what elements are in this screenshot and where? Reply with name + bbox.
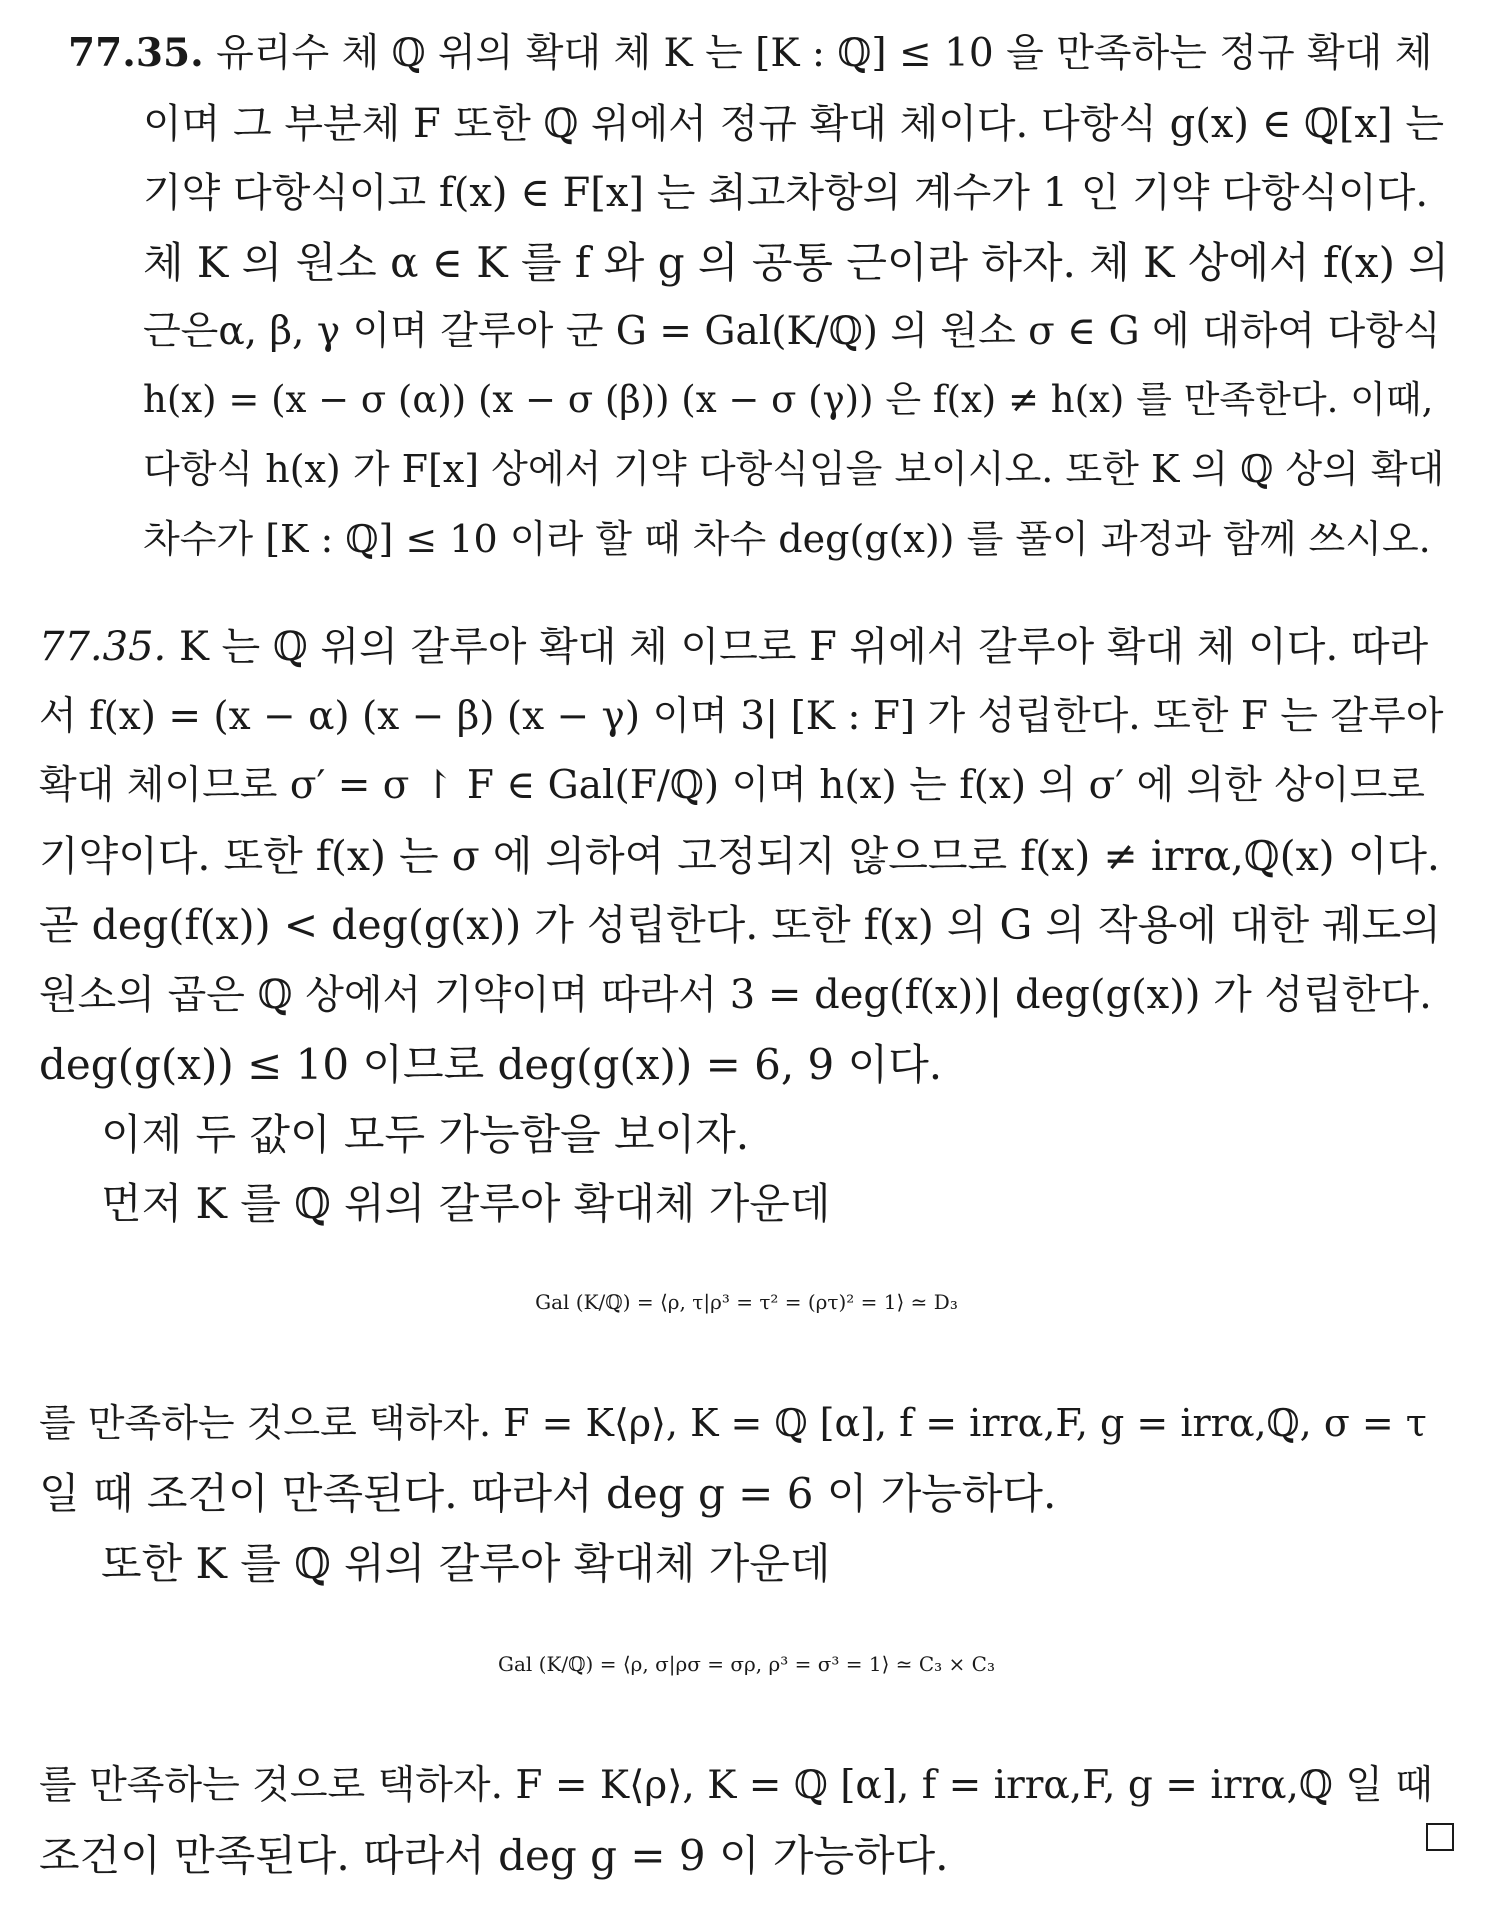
problem-line-7: 다항식 h(x) 가 F[x] 상에서 기약 다항식임을 보이시오. 또한 K 의 ℚ 상의 확대 [143,447,1445,491]
solution-line-3: 확대 체이므로 σ′ = σ ↾ F ∈ Gal(F/ℚ) 이며 h(x) 는 f(x) 의 σ′ 에 의한 상이므로 [39,763,1425,808]
solution-text: K 는 ℚ 위의 갈루아 확대 체 이므로 F 위에서 갈루아 확대 체 이다. 따라 [178,624,1429,670]
solution-number: 77.35. [39,624,167,670]
solution-line-13: 를 만족하는 것으로 택하자. F = K⟨ρ⟩, K = ℚ [α], f = irrα,F, g = irrα,ℚ 일 때 [39,1763,1433,1808]
problem-line-3: 기약 다항식이고 f(x) ∈ F[x] 는 최고차항의 계수가 1 인 기약 다항식이다. [143,170,1429,216]
solution-line-10: 를 만족하는 것으로 택하자. F = K⟨ρ⟩, K = ℚ [α], f = irrα,F, g = irrα,ℚ, σ = τ [39,1401,1427,1445]
solution-line-4: 기약이다. 또한 f(x) 는 σ 에 의하여 고정되지 않으므로 f(x) ≠ irrα,ℚ(x) 이다. [39,832,1440,880]
equation-c3xc3: Gal (K/ℚ) = ⟨ρ, σ|ρσ = σρ, ρ³ = σ³ = 1⟩ ≃ C₃ × C₃ [497,1652,995,1676]
qed-square-icon [1426,1823,1454,1851]
problem-line-2: 이며 그 부분체 F 또한 ℚ 위에서 정규 확대 체이다. 다항식 g(x) ∈ ℚ[x] 는 [143,101,1444,147]
equation-d3: Gal (K/ℚ) = ⟨ρ, τ|ρ³ = τ² = (ρτ)² = 1⟩ ≃ D₃ [535,1290,958,1314]
solution-line-11: 일 때 조건이 만족된다. 따라서 deg g = 6 이 가능하다. [39,1469,1057,1518]
problem-line-8: 차수가 [K : ℚ] ≤ 10 이라 할 때 차수 deg(g(x)) 를 풀이 과정과 함께 쓰시오. [143,517,1431,561]
solution-line-2: 서 f(x) = (x − α) (x − β) (x − γ) 이며 3| [K : F] 가 성립한다. 또한 F 는 갈루아 [39,694,1444,739]
problem-line-6: h(x) = (x − σ (α)) (x − σ (β)) (x − σ (γ)) 은 f(x) ≠ h(x) 를 만족한다. 이때, [143,378,1434,421]
solution-line-9: 먼저 K 를 ℚ 위의 갈루아 확대체 가운데 [101,1179,831,1228]
solution-line-12: 또한 K 를 ℚ 위의 갈루아 확대체 가운데 [101,1539,831,1588]
problem-line-5: 근은α, β, γ 이며 갈루아 군 G = Gal(K/ℚ) 의 원소 σ ∈ G 에 대하여 다항식 [143,309,1441,354]
problem-line-4: 체 K 의 원소 α ∈ K 를 f 와 g 의 공통 근이라 하자. 체 K 상에서 f(x) 의 [143,238,1449,287]
solution-line-8: 이제 두 값이 모두 가능함을 보이자. [101,1110,750,1159]
solution-line-5: 곧 deg(f(x)) < deg(g(x)) 가 성립한다. 또한 f(x) 의 G 의 작용에 대한 궤도의 [39,901,1441,949]
solution-line-7: deg(g(x)) ≤ 10 이므로 deg(g(x)) = 6, 9 이다. [39,1040,943,1089]
solution-line-6: 원소의 곱은 ℚ 상에서 기약이며 따라서 3 = deg(f(x))| deg(g(x)) 가 성립한다. [39,972,1432,1018]
problem-text: 유리수 체 ℚ 위의 확대 체 K 는 [K : ℚ] ≤ 10 을 만족하는 정규 확대 체 [216,31,1433,76]
solution-line-14: 조건이 만족된다. 따라서 deg g = 9 이 가능하다. [39,1831,949,1880]
problem-number: 77.35. [68,30,204,76]
solution-line-1 [39,624,1429,670]
problem-line-1 [68,30,1433,76]
